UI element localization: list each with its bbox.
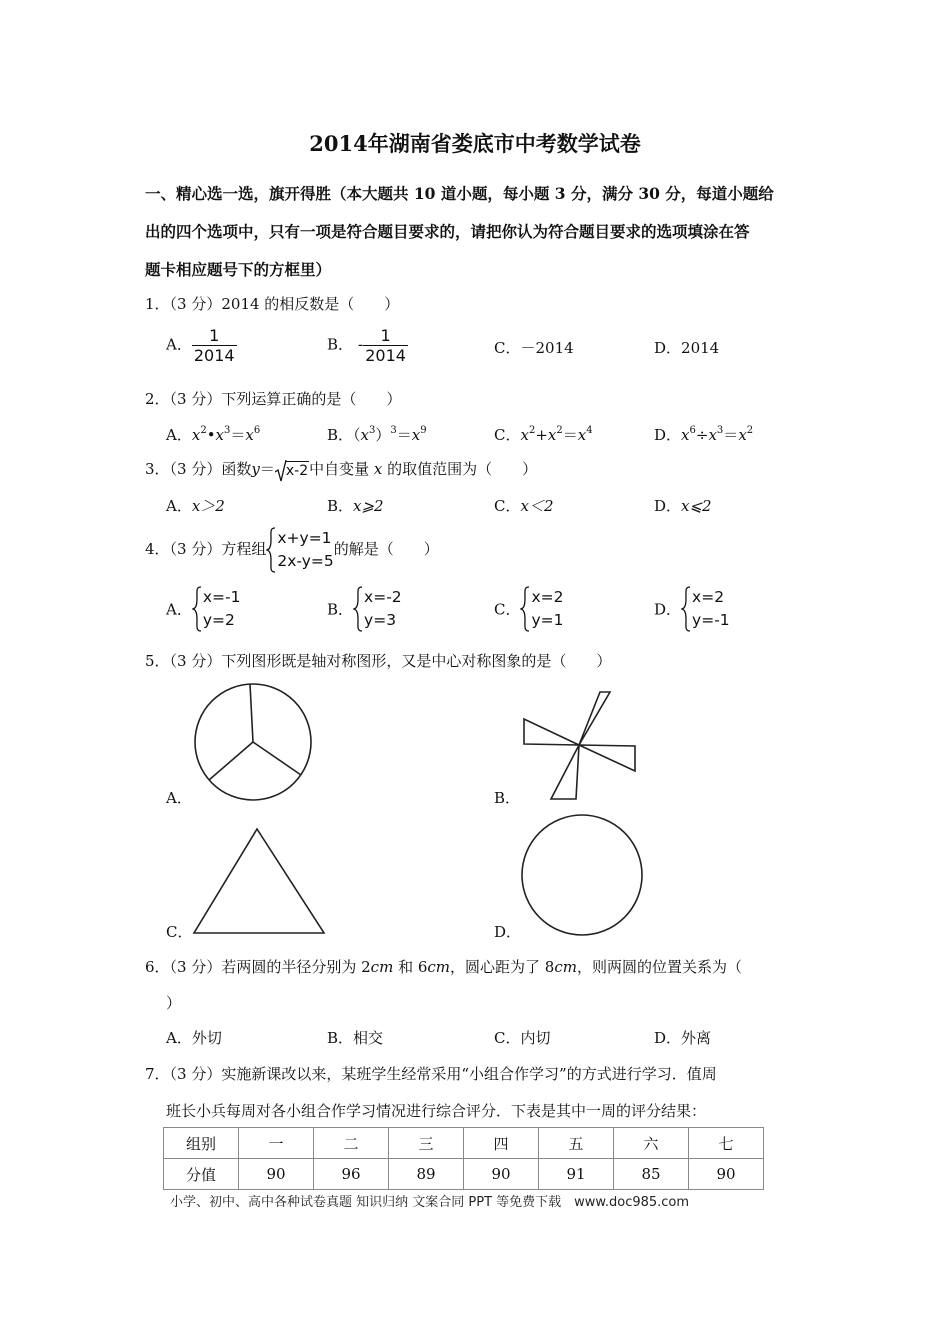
table-cell: 90: [464, 1159, 539, 1190]
equation-system: x=-1 y=2: [192, 586, 241, 632]
question-2-option-d: D．$x^6\div x^3=x^2$: [654, 425, 754, 444]
question-5-option-c-label: C．: [166, 923, 193, 941]
section-instructions-line1: 一、精心选一选，旗开得胜（本大题共 10 道小题，每小题 3 分，满分 30 分，每道小题给: [145, 184, 774, 203]
footer-text: 小学、初中、高中各种试卷真题 知识归纳 文案合同 PPT 等免费下载 www.doc985.com: [170, 1195, 690, 1210]
table-cell: 90: [689, 1159, 764, 1190]
question-1-option-c: C．－2014: [494, 339, 574, 357]
table-cell: 七: [689, 1128, 764, 1159]
circle-figure: [518, 812, 648, 942]
table-row: [164, 1159, 764, 1190]
question-7-stem-line2: 班长小兵每周对各小组合作学习情况进行综合评分．下表是其中一周的评分结果：: [166, 1102, 707, 1120]
page-title: 2014年湖南省娄底市中考数学试卷: [309, 131, 641, 156]
question-1-option-b: B． - $\frac{1}{2014}$: [327, 326, 406, 365]
table-cell: 96: [314, 1159, 389, 1190]
table-cell: 三: [389, 1128, 464, 1159]
question-4-stem: 4．（3 分）方程组 x+y=1 2x-y=5 的解是（ ）: [145, 527, 439, 573]
question-4-option-d: D． x=2 y=-1: [654, 586, 730, 632]
table-cell: 91: [539, 1159, 614, 1190]
question-3-stem: 3．（3 分）函数y＝ x-2中自变量 x 的取值范围为（ ）: [145, 460, 538, 479]
table-cell: 组别: [164, 1128, 239, 1159]
score-table: [163, 1127, 764, 1190]
section-instructions-line2: 出的四个选项中，只有一项是符合题目要求的，请把你认为符合题目要求的选项填涂在答: [145, 222, 750, 241]
table-cell: 五: [539, 1128, 614, 1159]
question-1-stem: 1．（3 分）2014 的相反数是（ ）: [145, 295, 400, 313]
table-cell: 分值: [164, 1159, 239, 1190]
table-cell: 85: [614, 1159, 689, 1190]
question-3-option-c: C．x＜2: [494, 497, 554, 515]
question-5-option-d-label: D．: [494, 923, 522, 941]
question-6-stem-line1: 6．（3 分）若两圆的半径分别为 2cm 和 6cm，圆心距为了 8cm，则两圆的位置关系为（: [145, 958, 742, 976]
table-cell: 二: [314, 1128, 389, 1159]
question-7-stem-line1: 7．（3 分）实施新课改以来，某班学生经常采用“小组合作学习”的方式进行学习．值周: [145, 1065, 717, 1083]
square-root: x-2: [275, 461, 309, 480]
question-2-stem: 2．（3 分）下列运算正确的是（ ）: [145, 390, 402, 408]
table-cell: 90: [239, 1159, 314, 1190]
pinwheel-figure: [518, 688, 644, 804]
question-3-option-b: B．x⩾2: [327, 497, 384, 515]
question-5-option-a-label: A．: [166, 789, 192, 807]
question-2-option-b: B．$(x^3)^3=x^9$: [327, 425, 427, 444]
question-4-option-c: C． x=2 y=1: [494, 586, 564, 632]
question-1-option-a: A． $\frac{1}{2014}$: [166, 326, 235, 365]
circle-three-sectors-figure: [190, 678, 320, 808]
triangle-figure: [188, 825, 332, 937]
question-6-option-d: D．外离: [654, 1029, 712, 1047]
equation-system: x+y=1 2x-y=5: [266, 527, 333, 573]
equation-system: x=2 y=1: [520, 586, 563, 632]
equation-system: x=-2 y=3: [353, 586, 402, 632]
table-header-row: [164, 1128, 764, 1159]
question-2-option-a: A．$x^2•x^3=x^6$: [166, 425, 261, 444]
table-cell: 四: [464, 1128, 539, 1159]
question-6-option-c: C．内切: [494, 1029, 551, 1047]
question-3-option-d: D．x⩽2: [654, 497, 712, 515]
equation-system: x=2 y=-1: [681, 586, 730, 632]
question-3-option-a: A．x＞2: [166, 497, 225, 515]
table-cell: 六: [614, 1128, 689, 1159]
fraction: $\frac{1}{2014}$: [365, 326, 406, 365]
question-4-option-a: A． x=-1 y=2: [166, 586, 240, 632]
fraction: $\frac{1}{2014}$: [193, 326, 235, 365]
question-1-option-d: D．2014: [654, 339, 720, 357]
table-cell: 89: [389, 1159, 464, 1190]
question-6-option-a: A．外切: [166, 1029, 222, 1047]
section-instructions-line3: 题卡相应题号下的方框里）: [145, 260, 332, 279]
question-6-stem-line2: ）: [166, 994, 182, 1012]
question-5-stem: 5．（3 分）下列图形既是轴对称图形，又是中心对称图象的是（ ）: [145, 652, 612, 670]
question-6-option-b: B．相交: [327, 1029, 384, 1047]
table-cell: 一: [239, 1128, 314, 1159]
question-4-option-b: B． x=-2 y=3: [327, 586, 402, 632]
question-2-option-c: C．$x^2+x^2=x^4$: [494, 425, 593, 444]
question-5-option-b-label: B．: [494, 789, 521, 807]
